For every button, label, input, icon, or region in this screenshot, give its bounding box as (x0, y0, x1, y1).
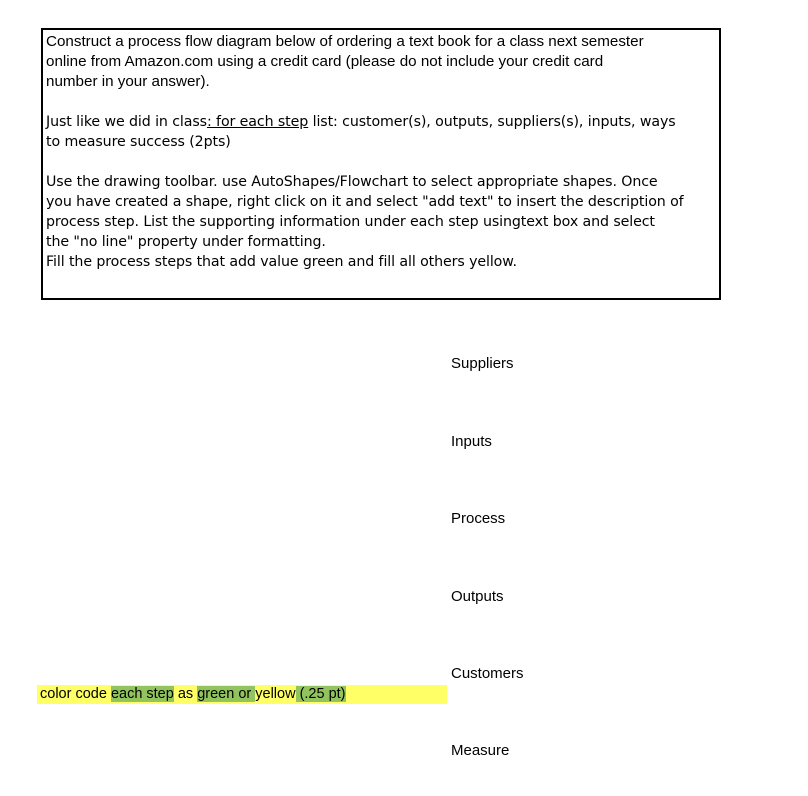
instruction-line: process step. List the supporting information under each step usingtext box and select (46, 214, 655, 230)
label-measure: Measure (451, 742, 510, 759)
instructions-box (41, 28, 721, 300)
underlined-text: : for each step (206, 114, 309, 130)
note-yellow-highlight: yellow (255, 686, 296, 702)
instruction-line: the "no line" property under formatting. (46, 234, 326, 250)
label-process: Process (451, 510, 506, 527)
note-text: color code (40, 686, 111, 702)
instruction-line: Use the drawing toolbar. use AutoShapes/Flowchart to select appropriate shapes. Once (46, 174, 658, 190)
note-green-highlight: (.25 pt) (295, 686, 346, 702)
note-text: as (173, 686, 198, 702)
instruction-line: Fill the process steps that add value green and fill all others yellow. (46, 254, 517, 270)
label-customers: Customers (451, 665, 524, 682)
instruction-line: you have created a shape, right click on it and select "add text" to insert the description of (46, 194, 684, 210)
instruction-line: online from Amazon.com using a credit card (please do not include your credit card (46, 53, 604, 70)
label-suppliers: Suppliers (451, 355, 514, 372)
color-code-note (37, 685, 447, 704)
instruction-text: list: customer(s), outputs, suppliers(s), inputs, ways (308, 114, 676, 130)
instruction-line: Construct a process flow diagram below of ordering a text book for a class next semester (46, 33, 644, 50)
instruction-line: number in your answer). (46, 73, 210, 90)
instruction-line: to measure success (2pts) (46, 134, 231, 150)
instruction-line (46, 112, 716, 132)
label-outputs: Outputs (451, 588, 504, 605)
instruction-text: Just like we did in class (46, 114, 207, 130)
label-inputs: Inputs (451, 433, 492, 450)
note-green-highlight: green or (197, 686, 256, 702)
note-green-highlight: each step (110, 686, 174, 702)
